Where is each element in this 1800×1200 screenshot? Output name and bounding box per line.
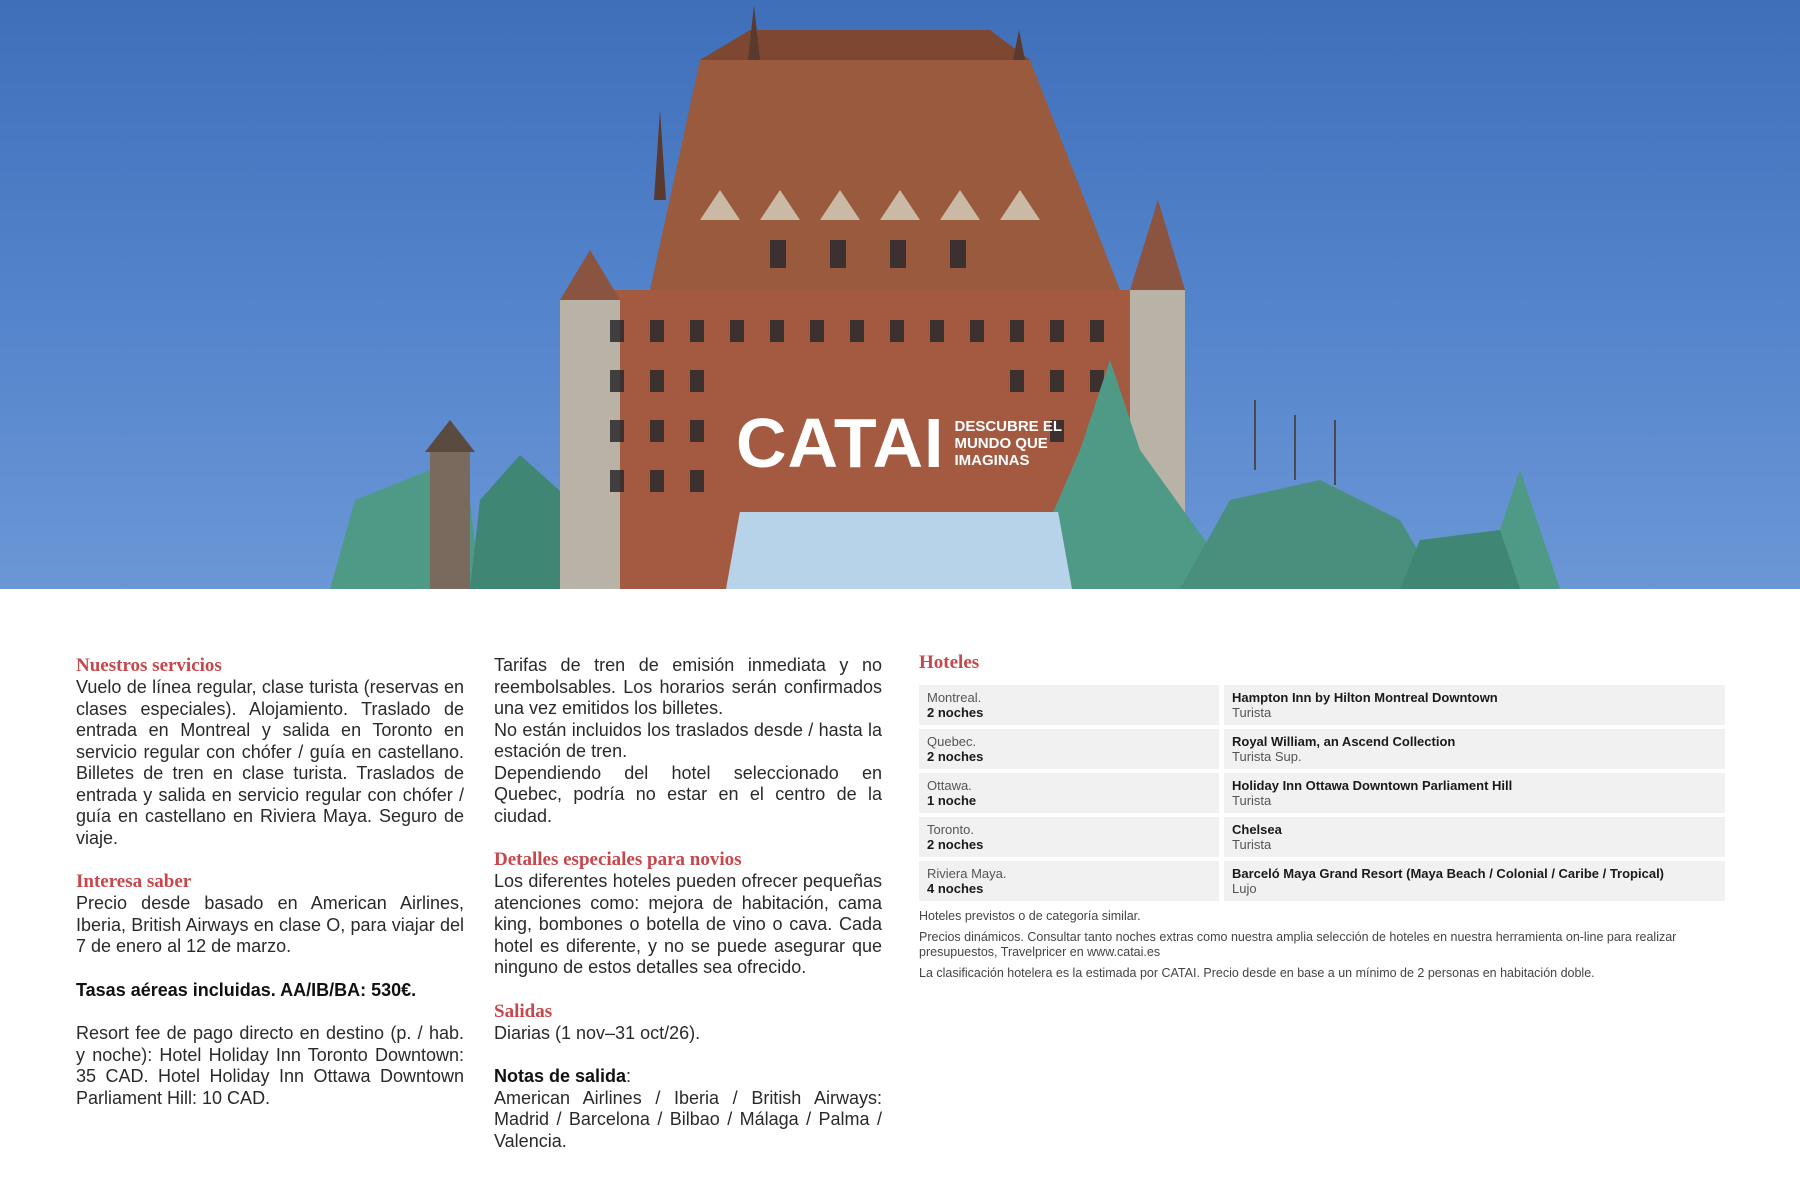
hotel-name: Barceló Maya Grand Resort (Maya Beach / Colonial / Caribe / Tropical) [1232, 866, 1665, 881]
column-2 [494, 655, 882, 1152]
hotel-name: Chelsea [1232, 822, 1282, 837]
traslados-text: No están incluidos los traslados desde / hasta la estación de tren. [494, 719, 882, 761]
city-name: Montreal. [927, 690, 982, 705]
city-name: Quebec. [927, 734, 977, 749]
novios-text: Los diferentes hoteles pueden ofrecer pequeñas atenciones como: mejora de habitación, cama king, bombones o botella de vino o cava. Cada hotel es diferente, y no se puede asegurar que ninguno de estos detalles sea ofrecido. [494, 871, 882, 977]
catai-logo [736, 404, 1074, 482]
hotel-category: Turista [1232, 837, 1272, 852]
decorative-tab [726, 512, 1072, 589]
hotel-cell [1224, 729, 1725, 769]
city-cell [919, 729, 1219, 769]
hotel-cell [1224, 817, 1725, 857]
heading-hoteles: Hoteles [919, 652, 980, 673]
hotel-note-3: La clasificación hotelera es la estimada por CATAI. Precio desde en base a un mínimo de 2 personas en habitación doble. [919, 966, 1595, 980]
hero-image [0, 0, 1800, 589]
table-row [919, 817, 1725, 857]
notas-colon: : [626, 1066, 632, 1086]
nights: 2 noches [927, 749, 984, 764]
servicios-text: Vuelo de línea regular, clase turista (reservas en clases especiales). Alojamiento. Traslado de entrada en Montreal y salida en Toronto en servicio regular con chófer / guía en castellano. Billetes de tren en clase turista. Traslados de entrada y salida en servicio regular con chófer / guía en castellano en Riviera Maya. Seguro de viaje. [76, 677, 464, 848]
notas-heading [494, 1066, 882, 1088]
hotel-notes [919, 909, 1725, 981]
heading-salidas: Salidas [494, 1000, 553, 1022]
nights: 2 noches [927, 837, 984, 852]
table-row [919, 729, 1725, 769]
hotel-name: Royal William, an Ascend Collection [1232, 734, 1456, 749]
table-row [919, 773, 1725, 813]
hotel-note-text: Dependiendo del hotel seleccionado en Quebec, podría no estar en el centro de la ciudad. [494, 762, 882, 826]
notas-label: Notas de salida [494, 1066, 627, 1086]
nights: 2 noches [927, 705, 984, 720]
city-cell [919, 817, 1219, 857]
hotel-category: Lujo [1232, 881, 1257, 896]
city-cell [919, 685, 1219, 725]
hotel-note-1: Hoteles previstos o de categoría similar. [919, 909, 1141, 923]
hotel-note-2: Precios dinámicos. Consultar tanto noches extras como nuestra amplia selección de hoteles en nuestra herramienta on-line para realizar presupuestos, Travelpricer en www.catai.es [919, 930, 1677, 959]
tasas-text: Tasas aéreas incluidas. AA/IB/BA: 530€. [76, 979, 417, 1000]
city-name: Ottawa. [927, 778, 972, 793]
brand-wordmark: CATAI [736, 404, 945, 482]
hotel-category: Turista [1232, 705, 1272, 720]
heading-novios: Detalles especiales para novios [494, 849, 742, 870]
hotel-cell [1224, 861, 1725, 901]
table-row [919, 861, 1725, 901]
hotel-cell [1224, 773, 1725, 813]
city-name: Riviera Maya. [927, 866, 1007, 881]
nights: 1 noche [927, 793, 977, 808]
resort-fee-text: Resort fee de pago directo en destino (p. / hab. y noche): Hotel Holiday Inn Toronto Downtown: 35 CAD. Hotel Holiday Inn Ottawa Downtown Parliament Hill: 10 CAD. [76, 1023, 464, 1108]
brand-tagline: DESCUBRE EL MUNDO QUE IMAGINAS [954, 417, 1062, 469]
hotel-category: Turista [1232, 793, 1272, 808]
nights: 4 noches [927, 881, 984, 896]
hotels-section [919, 652, 1725, 987]
city-cell [919, 773, 1219, 813]
heading-interesa-saber: Interesa saber [76, 871, 192, 892]
heading-servicios: Nuestros servicios [76, 655, 222, 676]
column-1 [76, 655, 464, 1109]
hotel-cell [1224, 685, 1725, 725]
table-row [919, 685, 1725, 725]
chateau-illustration [0, 0, 1800, 589]
notas-text: American Airlines / Iberia / British Airways: Madrid / Barcelona / Bilbao / Málaga / Palma / Valencia. [494, 1087, 882, 1151]
city-name: Toronto. [927, 822, 974, 837]
saber-text: Precio desde basado en American Airlines, Iberia, British Airways en clase O, para viajar del 7 de enero al 12 de marzo. [76, 893, 464, 956]
hotel-category: Turista Sup. [1232, 749, 1302, 764]
hotel-name: Holiday Inn Ottawa Downtown Parliament Hill [1232, 778, 1513, 793]
city-cell [919, 861, 1219, 901]
tarifas-text: Tarifas de tren de emisión inmediata y no reembolsables. Los horarios serán confirmados una vez emitidos los billetes. [494, 655, 882, 718]
salidas-text: Diarias (1 nov–31 oct/26). [494, 1022, 701, 1043]
hotel-name: Hampton Inn by Hilton Montreal Downtown [1232, 690, 1498, 705]
